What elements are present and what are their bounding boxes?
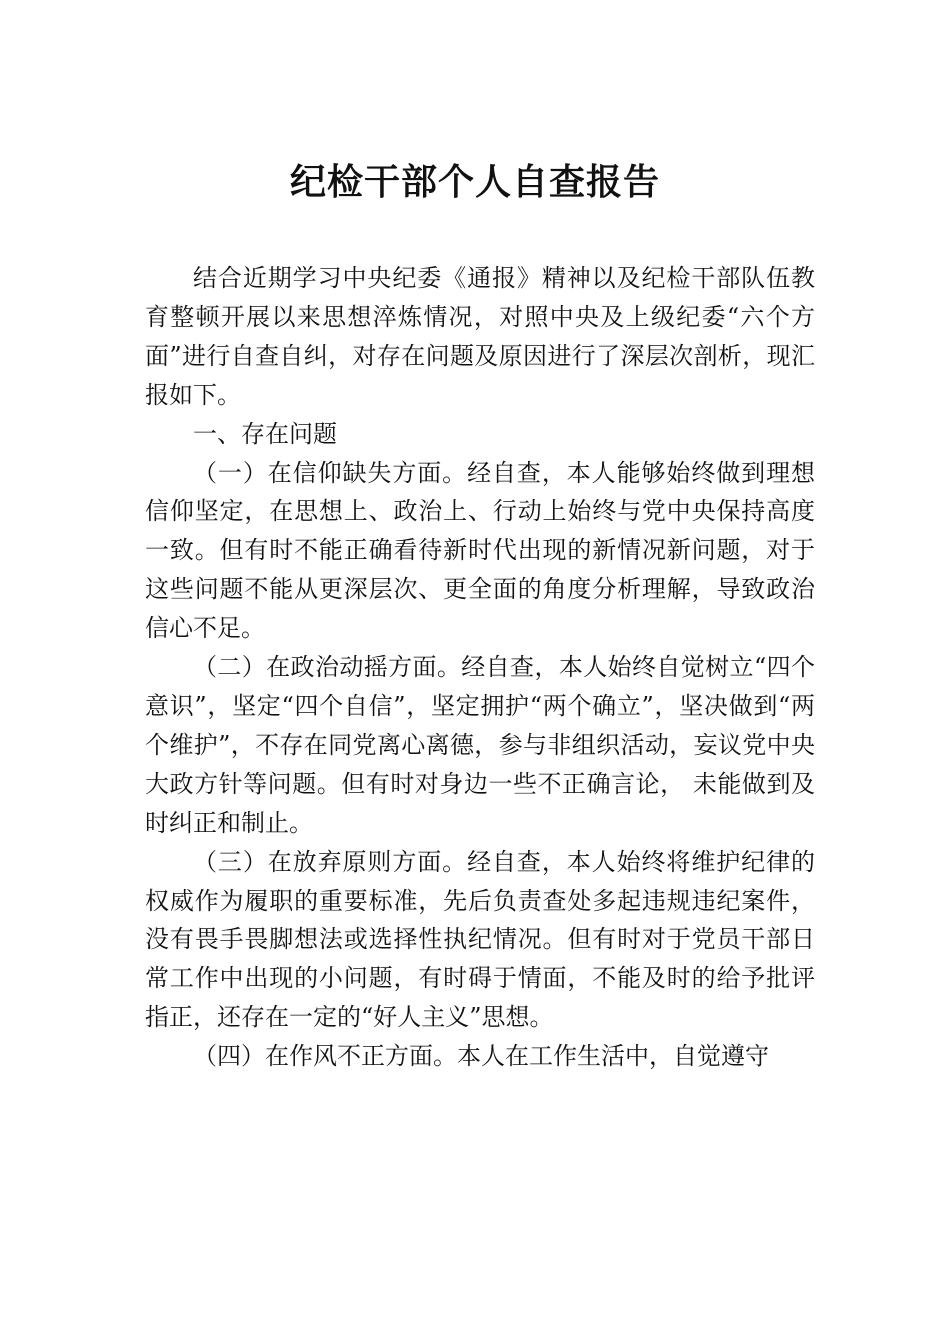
section-heading-problems: 一、存在问题 bbox=[193, 419, 337, 448]
document-title: 纪检干部个人自查报告 bbox=[289, 161, 660, 203]
paragraph-conduct: （四）在作风不正方面。本人在工作生活中，自觉遵守 bbox=[193, 1042, 769, 1071]
intro-paragraph: 结合近期学习中央纪委《通报》精神以及纪检干部队伍教育整顿开展以来思想淬炼情况，对照中央及上级纪委“六个方面”进行自查自纠，对存在问题及原因进行了深层次剖析，现汇报如下。 bbox=[145, 264, 815, 409]
document-body bbox=[145, 259, 815, 1076]
paragraph-politics: （二）在政治动摇方面。经自查，本人始终自觉树立“四个意识”，坚定“四个自信”，坚定拥护“两个确立”，坚决做到“两个维护”，不存在同党离心离德，参与非组织活动，妄议党中央大政方针等问题。但有时对身边一些不正确言论， 未能做到及时纠正和制止。 bbox=[145, 653, 815, 837]
paragraph-belief: （一）在信仰缺失方面。经自查，本人能够始终做到理想信仰坚定，在思想上、政治上、行动上始终与党中央保持高度一致。但有时不能正确看待新时代出现的新情况新问题，对于这些问题不能从更深层次、更全面的角度分析理解，导致政治信心不足。 bbox=[145, 458, 815, 643]
paragraph-principles: （三）在放弃原则方面。经自查，本人始终将维护纪律的权威作为履职的重要标准，先后负责查处多起违规违纪案件，没有畏手畏脚想法或选择性执纪情况。但有时对于党员干部日常工作中出现的小问题，有时碍于情面，不能及时的给予批评指正，还存在一定的“好人主义”思想。 bbox=[145, 847, 815, 1032]
